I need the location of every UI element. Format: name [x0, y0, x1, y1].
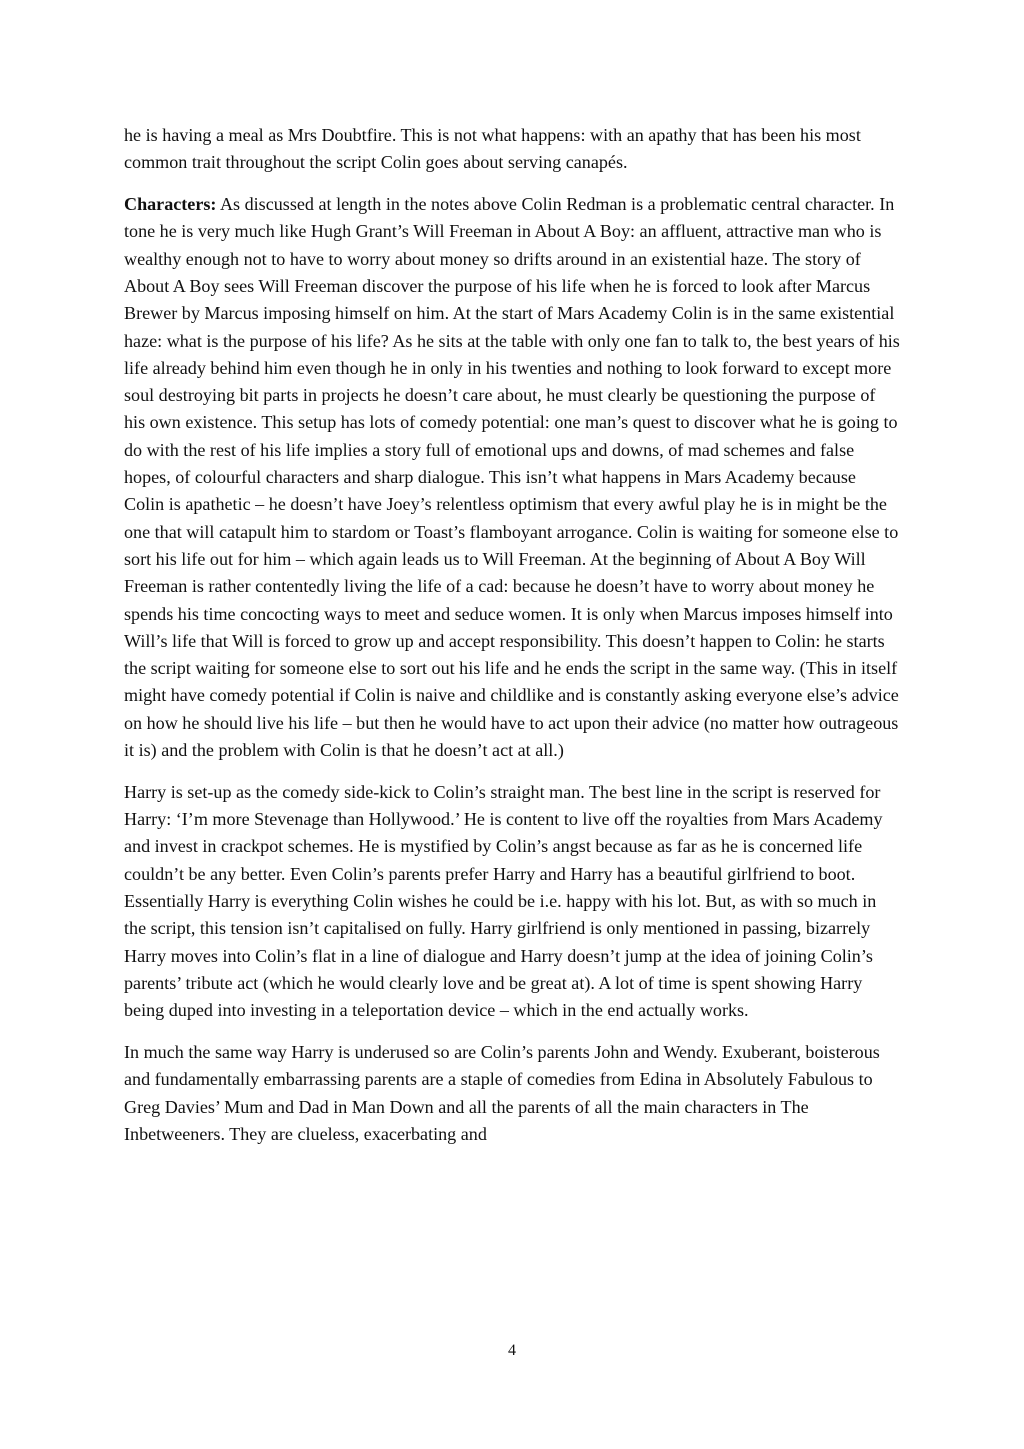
- section-heading-characters: Characters:: [124, 194, 217, 215]
- paragraph-1: [124, 122, 900, 177]
- paragraph-harry-text: Harry is set-up as the comedy side-kick to Colin’s straight man. The best line in the script is reserved for Harry: ‘I’m more Stevenage than Hollywood.’ He is content to live off the royalties from Mars Academy and invest in crackpot schemes. He is mystified by Colin’s angst because as far as he is concerned life couldn’t be any better. Even Colin’s parents prefer Harry and Harry has a beautiful girlfriend to boot. Essentially Harry is everything Colin wishes he could be i.e. happy with his lot. But, as with so much in the script, this tension isn’t capitalised on fully. Harry girlfriend is only mentioned in passing, bizarrely Harry moves into Colin’s flat in a line of dialogue and Harry doesn’t jump at the idea of joining Colin’s parents’ tribute act (which he would clearly love and be great at). A lot of time is spent showing Harry being duped into investing in a teleportation device – which in the end actually works.: [124, 781, 883, 1021]
- page-number: 4: [508, 1342, 516, 1359]
- document-page: [124, 122, 900, 1163]
- paragraph-characters-text: As discussed at length in the notes above Colin Redman is a problematic central character. In tone he is very much like Hugh Grant’s Will Freeman in About A Boy: an affluent, attractive man who is wealthy enough not to have to worry about money so drifts around in an existential haze. The story of About A Boy sees Will Freeman discover the purpose of his life when he is forced to look after Marcus Brewer by Marcus imposing himself on him. At the start of Mars Academy Colin is in the same existential haze: what is the purpose of his life? As he sits at the table with only one fan to talk to, the best years of his life already behind him even though he in only in his twenties and nothing to look forward to except more soul destroying bit parts in projects he doesn’t care about, he must clearly be questioning the purpose of his own existence. This setup has lots of comedy potential: one man’s quest to discover what he is going to do with the rest of his life implies a story full of emotional ups and downs, of mad schemes and false hopes, of colourful characters and sharp dialogue. This isn’t what happens in Mars Academy because Colin is apathetic – he doesn’t have Joey’s relentless optimism that every awful play he is in might be the one that will catapult him to stardom or Toast’s flamboyant arrogance. Colin is waiting for someone else to sort his life out for him – which again leads us to Will Freeman. At the beginning of About A Boy Will Freeman is rather contentedly living the life of a cad: because he doesn’t have to worry about money he spends his time concocting ways to meet and seduce women. It is only when Marcus imposes himself into Will’s life that Will is forced to grow up and accept responsibility. This doesn’t happen to Colin: he starts the script waiting for someone else to sort out his life and he ends the script in the same way. (This in itself might have comedy potential if Colin is naive and childlike and is constantly asking everyone else’s advice on how he should live his life – but then he would have to act upon their advice (no matter how outrageous it is) and the problem with Colin is that he doesn’t act at all.): [124, 194, 900, 761]
- paragraph-harry: [124, 779, 900, 1025]
- paragraph-1-text: he is having a meal as Mrs Doubtfire. This is not what happens: with an apathy that has been his most common trait throughout the script Colin goes about serving canapés.: [124, 125, 861, 173]
- paragraph-parents-text: In much the same way Harry is underused so are Colin’s parents John and Wendy. Exuberant, boisterous and fundamentally embarrassing parents are a staple of comedies from Edina in Absolutely Fabulous to Greg Davies’ Mum and Dad in Man Down and all the parents of all the main characters in The Inbetweeners. They are clueless, exacerbating and: [124, 1042, 880, 1144]
- paragraph-parents: [124, 1039, 900, 1148]
- paragraph-characters: [124, 191, 900, 764]
